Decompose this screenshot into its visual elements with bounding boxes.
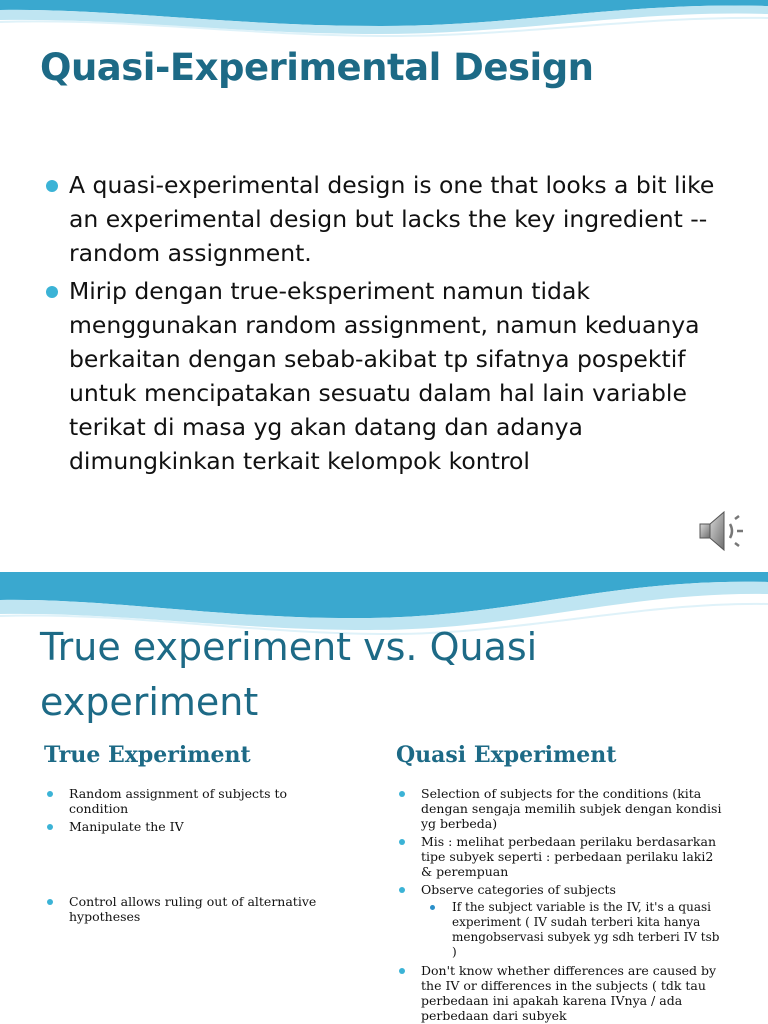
list-item	[396, 963, 726, 1023]
column-heading-true: True Experiment	[44, 742, 251, 768]
bullet-dot-icon	[47, 899, 53, 905]
bullet-text: A quasi-experimental design is one that looks a bit like an experimental design but lacks the key ingredient -- random assignment.	[69, 171, 715, 267]
bullet-item	[46, 274, 736, 478]
bullet-text: Mirip dengan true-eksperiment namun tidak menggunakan random assignment, namun keduanya berkaitan dengan sebab-akibat tp sifatnya pospektif untuk mencipatakan sesuatu dalam hal lain variable terikat di masa yg akan datang dan adanya dimungkinkan terkait kelompok kontrol	[69, 277, 700, 475]
list-item-text: Random assignment of subjects to condition	[69, 786, 288, 816]
bullet-dot-icon	[399, 968, 405, 974]
list-item-text: If the subject variable is the IV, it's a quasi experiment ( IV sudah terberi kita hanya mengobservasi subyek yg sdh terberi IV tsb )	[452, 900, 720, 959]
bullet-dot-icon	[47, 824, 53, 830]
slide-separator	[0, 560, 768, 572]
speaker-icon[interactable]	[696, 504, 750, 558]
list-item	[396, 882, 726, 897]
quasi-experiment-list	[396, 786, 726, 1023]
list-item	[396, 786, 726, 831]
bullet-dot-icon	[399, 887, 405, 893]
header-wave-decoration	[0, 0, 768, 40]
bullet-dot-icon	[399, 839, 405, 845]
column-heading-quasi: Quasi Experiment	[396, 742, 617, 768]
list-item-text: Manipulate the IV	[69, 819, 184, 834]
list-item	[44, 894, 344, 924]
true-experiment-list	[44, 786, 344, 924]
bullet-dot-icon	[46, 286, 58, 298]
bullet-dot-icon	[430, 905, 435, 910]
slide-title: True experiment vs. Quasi experiment	[40, 625, 538, 724]
list-item	[44, 786, 344, 816]
bullet-item	[46, 168, 736, 270]
list-item-text: Observe categories of subjects	[421, 882, 616, 897]
bullet-list	[46, 168, 736, 482]
list-item	[396, 834, 726, 879]
bullet-dot-icon	[399, 791, 405, 797]
list-item-text: Mis : melihat perbedaan perilaku berdasarkan tipe subyek seperti : perbedaan perilaku laki2 & perempuan	[421, 834, 716, 879]
list-item-text: Don't know whether differences are caused by the IV or differences in the subjects ( tdk tau perbedaan ini apakah karena IVnya / ada perbedaan dari subyek	[421, 963, 717, 1023]
list-item	[44, 819, 344, 834]
sub-list-item	[396, 900, 726, 960]
list-item-text: Control allows ruling out of alternative hypotheses	[69, 894, 317, 924]
bullet-dot-icon	[47, 791, 53, 797]
list-item-text: Selection of subjects for the conditions (kita dengan sengaja memilih subjek dengan kondisi yg berbeda)	[421, 786, 722, 831]
bullet-dot-icon	[46, 180, 58, 192]
slide-title: Quasi-Experimental Design	[40, 46, 594, 89]
